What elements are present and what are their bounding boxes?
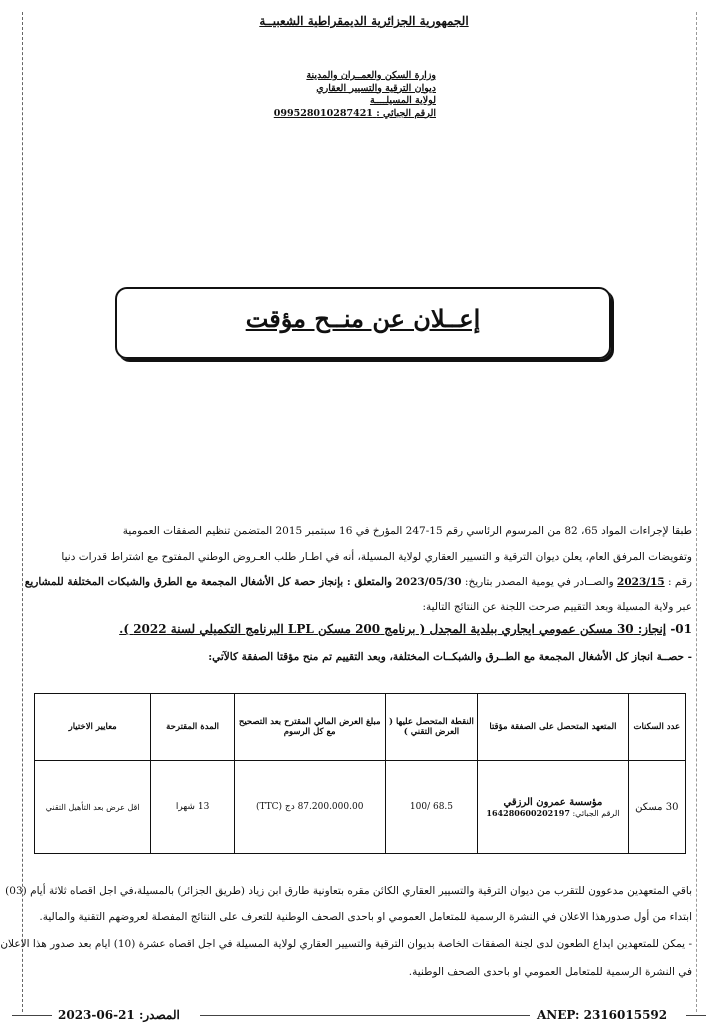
publication-label: والصــادر في يومية المصدر بتاريخ: [464, 576, 614, 588]
results-table [34, 693, 686, 854]
table-row [35, 761, 686, 854]
page-title: إعــلان عن منــح مؤقت [245, 304, 481, 333]
republic-header: الجمهورية الجزائرية الديمقراطية الشعبيــة [259, 14, 469, 28]
footer-rule-right [686, 1015, 706, 1016]
tender-number-label: رقم : [668, 576, 692, 588]
tender-number: 2023/15 [617, 576, 665, 588]
cell-amount: 87.200.000.00 دج (TTC) [234, 761, 385, 854]
page-border-right [0, 12, 697, 1012]
bidder-name: مؤسسة عمرون الرزقي [503, 796, 603, 808]
share-line: - حصــة انجاز كل الأشغال المجمعة مع الطــرق والشبكــات المختلفة، وبعد التقييم تم منح مؤقتا الصفقة كالآتي: [208, 651, 692, 663]
tax-id-line [266, 108, 436, 121]
publication-date: 2023/05/30 [395, 576, 462, 588]
footer-rule-left [12, 1015, 52, 1016]
footer-anep: ANEP: 2316015592 [537, 1008, 668, 1022]
header-score: النقطة المتحصل عليها ( العرض التقني ) [385, 694, 478, 761]
header-bidder: المتعهد المتحصل على الصفقة مؤقتا [478, 694, 628, 761]
cell-units: 30 مسكن [628, 761, 685, 854]
header-amount: مبلغ العرض المالي المقترح بعد التصحيح مع كل الرسوم [234, 694, 385, 761]
header-duration: المدة المقترحة [151, 694, 234, 761]
closing-line-2: ابتداء من أول صدورهذا الاعلان في النشرة الرسمية للمتعامل العمومي او باحدى الصحف الوطنية للتعرف على النتائج المفصلة لعروضهم التقنية والمالية. [39, 911, 692, 923]
cell-criteria: اقل عرض بعد التأهيل التقني [35, 761, 151, 854]
body-line-1: طبقا لإجراءات المواد 65، 82 من المرسوم الرئاسي رقم 15-247 المؤرخ في 16 سبتمبر 2015 المتضمن تنظيم الصفقات العمومية [122, 525, 692, 537]
project-item-number: 01- [670, 622, 692, 636]
cell-bidder [478, 761, 628, 854]
issuer-block [266, 70, 436, 120]
cell-score: 68.5 /100 [385, 761, 478, 854]
bidder-tax-id-line [481, 808, 624, 818]
bidder-tax-label: الرقم الجبائي: [572, 808, 620, 818]
header-units: عدد السكنات [628, 694, 685, 761]
tender-subject: والمتعلق : بإنجاز حصة كل الأشغال المجمعة مع الطرق والشبكات المختلفة للمشاريع [24, 576, 393, 588]
closing-line-3: - يمكن للمتعهدين ايداع الطعون لدى لجنة الصفقات الخاصة بديوان الترقية والتسيير العقاري لولاية المسيلة في اجل اقصاه عشرة (10) ايام بعد صدور هذا الاعلان [0, 938, 692, 950]
tax-id-value: 099528010287421 [273, 107, 373, 119]
office-line: ديوان الترقية والتسيير العقاري [316, 82, 436, 94]
table-header-row [35, 694, 686, 761]
body-line-2: وتفويضات المرفق العام، يعلن ديوان الترقية و التسيير العقاري لولاية المسيلة، أنه في اطـار طلب العـروض الوطني المفتوح مع اشتراط قدرات دنيا [61, 551, 692, 563]
header-criteria: معايير الاختيار [35, 694, 151, 761]
body-line-3 [24, 576, 692, 589]
project-item-text: إنجاز: 30 مسكن عمومي ايجاري ببلدية المجدل ( برنامج 200 مسكن LPL البرنامج التكميلي لسنة 2022 ). [119, 622, 667, 636]
body-line-4: عبر ولاية المسيلة وبعد التقييم صرحت اللجنة عن النتائج التالية: [422, 601, 692, 613]
bidder-tax-id: 164280600202197 [486, 807, 570, 818]
tax-id-label: الرقم الجبائي : [376, 107, 436, 119]
closing-line-4: في النشرة الرسمية للمتعامل العمومي او باحدى الصحف الوطنية. [408, 966, 692, 978]
wilaya-line: لولاية المسيلــــة [369, 95, 436, 106]
project-item [42, 623, 692, 636]
footer-source: المصدر: 21-06-2023 [58, 1008, 180, 1022]
title-banner [115, 287, 611, 359]
cell-duration: 13 شهرا [151, 761, 234, 854]
ministry-line: وزارة السكن والعمــران والمدينة [306, 70, 436, 81]
footer-rule-center [200, 1015, 530, 1016]
closing-line-1: باقي المتعهدين مدعوون للتقرب من ديوان الترقية والتسيير العقاري الكائن مقره بتعاونية طارق ابن زياد (طريق الجزائر) بالمسيلة،في اجل اقصاه ثلاثة أيام (03) [5, 885, 692, 897]
